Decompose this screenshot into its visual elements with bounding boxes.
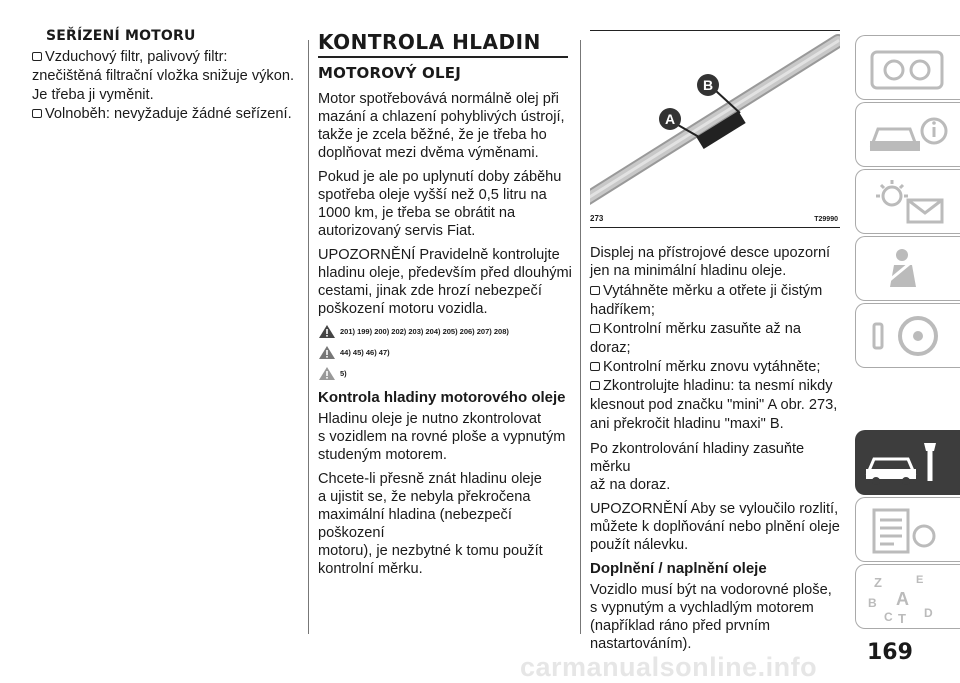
text-line: až na doraz. <box>590 477 671 493</box>
warning-references: 201) 199) 200) 202) 203) 204) 205) 206) 207) 208) <box>340 326 509 336</box>
caution-triangle-icon <box>318 345 336 360</box>
left-column <box>32 28 301 124</box>
index-letter: C <box>884 610 893 623</box>
right-paragraph-2 <box>590 440 845 494</box>
text-line: Displej na přístrojové desce upozorní <box>590 245 831 261</box>
tab-vehicle-info[interactable] <box>855 102 960 167</box>
text-line: takže je zcela běžné, že je třeba ho <box>318 126 547 143</box>
step-3: Kontrolní měrku znovu vytáhněte; <box>590 358 845 377</box>
label-a: A <box>664 111 676 127</box>
tab-warning-lights[interactable] <box>855 169 960 234</box>
column-divider-2 <box>580 40 581 634</box>
text-line: spotřeba oleje vyšší než 0,5 litru na <box>318 186 547 203</box>
dipstick-illustration <box>590 33 840 208</box>
text-line: 1000 km, je třeba se obrátit na <box>318 204 516 221</box>
alphabet-index-icon <box>864 571 954 623</box>
technical-data-icon <box>864 504 954 556</box>
step-4-cont-2: ani překročit hladinu "maxi" B. <box>590 416 784 432</box>
checkbox-bullet-icon <box>590 286 600 295</box>
caution-references: 44) 45) 46) 47) <box>340 347 390 357</box>
warning-lights-icon <box>864 176 954 228</box>
text-line: nastartováním). <box>590 636 692 652</box>
warning-refs-3 <box>318 366 576 381</box>
checkbox-bullet-icon <box>590 324 600 333</box>
oil-refill-heading: Doplnění / naplnění oleje <box>590 560 767 577</box>
tab-dashboard[interactable] <box>855 35 960 100</box>
left-line-1: Vzduchový filtr, palivový filtr: <box>32 48 301 67</box>
paragraph-3 <box>318 246 576 318</box>
index-letter: A <box>896 589 909 609</box>
step-4-cont-1: klesnout pod značku "mini" A obr. 273, <box>590 397 838 413</box>
paragraph-5 <box>318 470 576 578</box>
column-divider-1 <box>308 40 309 634</box>
section-title: KONTROLA HLADIN <box>318 30 541 54</box>
label-b: B <box>702 77 714 93</box>
right-column <box>590 30 845 653</box>
left-line-4: Volnoběh: nevyžaduje žádné seřízení. <box>32 105 301 124</box>
figure-number: 273 <box>590 214 604 223</box>
car-info-icon <box>864 109 954 161</box>
warning-refs-2 <box>318 345 576 360</box>
page-number: 169 <box>867 640 913 665</box>
airbag-safety-icon <box>864 243 954 295</box>
section-subtitle: MOTOROVÝ OLEJ <box>318 63 461 82</box>
text-line: Vozidlo musí být na vodorovné ploše, <box>590 582 832 598</box>
step-1-cont: hadříkem; <box>590 302 655 318</box>
text-line: cestami, jinak zde hrozí nebezpečí <box>318 282 542 299</box>
text-line: poškození motoru vozidla. <box>318 300 488 317</box>
text-line: s vypnutým a vychladlým motorem <box>590 600 814 616</box>
car-dashboard-icon <box>864 42 954 94</box>
text-line: mazání a chlazení pohyblivých ústrojí, <box>318 108 565 125</box>
car-wrench-icon <box>864 437 954 489</box>
title-underline <box>318 56 568 58</box>
text-line: maximální hladina (nebezpečí poškození <box>318 506 512 541</box>
checkbox-bullet-icon <box>32 109 42 118</box>
right-paragraph-1 <box>590 244 845 280</box>
right-paragraph-3 <box>590 500 845 554</box>
checkbox-bullet-icon <box>590 381 600 390</box>
text-line: Motor spotřebovává normálně olej při <box>318 90 559 107</box>
warning-triangle-icon <box>318 324 336 339</box>
oil-check-heading: Kontrola hladiny motorového oleje <box>318 388 566 406</box>
step-1: Vytáhněte měrku a otřete ji čistým <box>590 282 845 301</box>
tab-starting-driving[interactable] <box>855 303 960 368</box>
figure-code: T29990 <box>814 216 838 223</box>
checkbox-bullet-icon <box>32 52 42 61</box>
text-line: doplňovat mezi dvěma výměnami. <box>318 144 539 161</box>
index-letter: Z <box>874 575 882 590</box>
text-line: studeným motorem. <box>318 446 447 463</box>
checkbox-bullet-icon <box>590 362 600 371</box>
text-line: (například ráno před prvním <box>590 618 771 634</box>
paragraph-4 <box>318 410 576 464</box>
index-letter: T <box>898 611 906 623</box>
paragraph-1 <box>318 90 576 162</box>
text-line: motoru), je nezbytné k tomu použít <box>318 542 543 559</box>
dipstick-figure <box>590 30 840 228</box>
text-line: a ujistit se, že nebyla překročena <box>318 488 531 505</box>
text-line: použít nálevku. <box>590 537 689 553</box>
text-line: kontrolní měrku. <box>318 560 423 577</box>
text-line: Hladinu oleje je nutno zkontrolovat <box>318 410 542 427</box>
right-paragraph-4 <box>590 581 845 653</box>
text-line: Pokud je ale po uplynutí doby záběhu <box>318 168 562 185</box>
left-line-2: znečištěná filtrační vložka snižuje výkon. <box>32 68 294 84</box>
tab-technical-data[interactable] <box>855 497 960 562</box>
text-line: jen na minimální hladinu oleje. <box>590 263 787 279</box>
index-letter: D <box>924 606 933 620</box>
text-line: Po zkontrolování hladiny zasuňte měrku <box>590 441 805 475</box>
warning-refs-1 <box>318 324 576 339</box>
text-line: s vozidlem na rovné ploše a vypnutým <box>318 428 566 445</box>
text-line: UPOZORNĚNÍ Aby se vyloučilo rozlití, <box>590 501 839 517</box>
middle-column <box>318 30 576 578</box>
engine-adjustment-heading: SEŘÍZENÍ MOTORU <box>46 28 196 44</box>
environment-triangle-icon <box>318 366 336 381</box>
step-4: Zkontrolujte hladinu: ta nesmí nikdy <box>590 377 845 396</box>
left-line-3: Je třeba ji vyměnit. <box>32 87 154 103</box>
watermark: carmanualsonline.info <box>520 652 818 682</box>
text-line: Chcete-li přesně znát hladinu oleje <box>318 470 542 487</box>
index-letter: E <box>916 574 924 586</box>
tab-safety[interactable] <box>855 236 960 301</box>
steering-wheel-icon <box>864 310 954 362</box>
index-letter: B <box>868 596 877 610</box>
step-2: Kontrolní měrku zasuňte až na doraz; <box>590 321 801 356</box>
tab-maintenance[interactable] <box>855 430 960 495</box>
text-line: hladinu oleje, především před dlouhými <box>318 264 572 281</box>
paragraph-2 <box>318 168 576 240</box>
tab-index[interactable] <box>855 564 960 629</box>
text-line: autorizovaný servis Fiat. <box>318 222 476 239</box>
text-line: můžete k doplňování nebo plnění oleje <box>590 519 840 535</box>
environment-references: 5) <box>340 368 347 378</box>
steps-list <box>590 282 845 434</box>
text-line: UPOZORNĚNÍ Pravidelně kontrolujte <box>318 246 560 263</box>
